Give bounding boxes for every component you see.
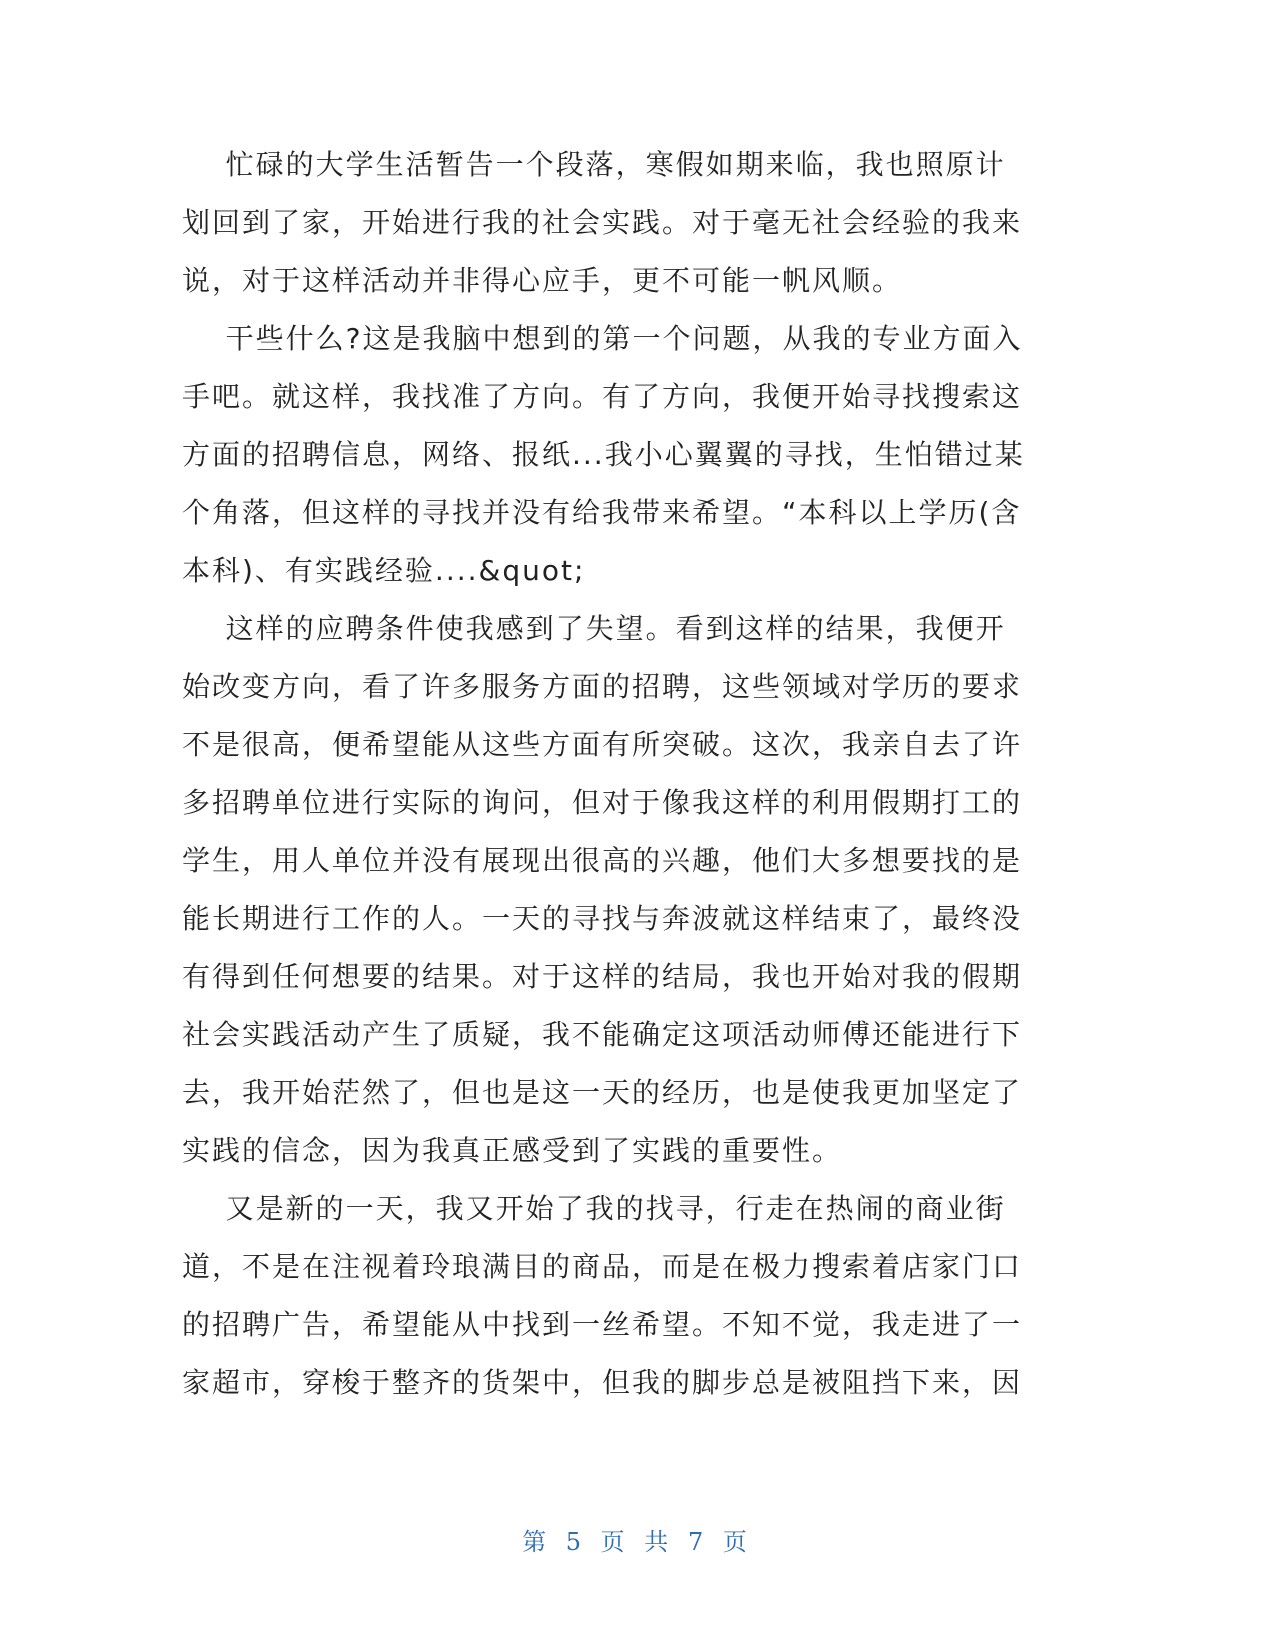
text-line: 去，我开始茫然了，但也是这一天的经历，也是使我更加坚定了 bbox=[182, 1076, 1023, 1109]
text-line: 实践的信念，因为我真正感受到了实践的重要性。 bbox=[182, 1134, 843, 1167]
text-line: 忙碌的大学生活暂告一个段落，寒假如期来临，我也照原计 bbox=[182, 148, 1006, 181]
text-line: 手吧。就这样，我找准了方向。有了方向，我便开始寻找搜索这 bbox=[182, 380, 1023, 413]
text-line: 社会实践活动产生了质疑，我不能确定这项活动师傅还能进行下 bbox=[182, 1018, 1023, 1051]
text-line: 道，不是在注视着玲琅满目的商品，而是在极力搜索着店家门口 bbox=[182, 1250, 1023, 1283]
text-line: 不是很高，便希望能从这些方面有所突破。这次，我亲自去了许 bbox=[182, 728, 1023, 761]
text-line: 个角落，但这样的寻找并没有给我带来希望。“本科以上学历(含 bbox=[182, 496, 1022, 529]
text-line: 又是新的一天，我又开始了我的找寻，行走在热闹的商业街 bbox=[182, 1192, 1006, 1225]
text-line: 本科)、有实践经验....&quot; bbox=[182, 554, 586, 587]
text-line: 说，对于这样活动并非得心应手，更不可能一帆风顺。 bbox=[182, 264, 903, 297]
text-line: 这样的应聘条件使我感到了失望。看到这样的结果，我便开 bbox=[182, 612, 1006, 645]
document-body bbox=[182, 136, 1032, 1412]
text-line: 划回到了家，开始进行我的社会实践。对于毫无社会经验的我来 bbox=[182, 206, 1023, 239]
text-line: 家超市，穿梭于整齐的货架中，但我的脚步总是被阻挡下来，因 bbox=[182, 1366, 1023, 1399]
text-line: 学生，用人单位并没有展现出很高的兴趣，他们大多想要找的是 bbox=[182, 844, 1023, 877]
text-line: 方面的招聘信息，网络、报纸...我小心翼翼的寻找，生怕错过某 bbox=[182, 438, 1025, 471]
text-line: 有得到任何想要的结果。对于这样的结局，我也开始对我的假期 bbox=[182, 960, 1023, 993]
text-line: 能长期进行工作的人。一天的寻找与奔波就这样结束了，最终没 bbox=[182, 902, 1023, 935]
text-line: 始改变方向，看了许多服务方面的招聘，这些领域对学历的要求 bbox=[182, 670, 1023, 703]
text-line: 的招聘广告，希望能从中找到一丝希望。不知不觉，我走进了一 bbox=[182, 1308, 1023, 1341]
text-line: 干些什么?这是我脑中想到的第一个问题，从我的专业方面入 bbox=[182, 322, 1023, 355]
page-number-footer: 第 5 页 共 7 页 bbox=[522, 1528, 753, 1556]
text-line: 多招聘单位进行实际的询问，但对于像我这样的利用假期打工的 bbox=[182, 786, 1023, 819]
